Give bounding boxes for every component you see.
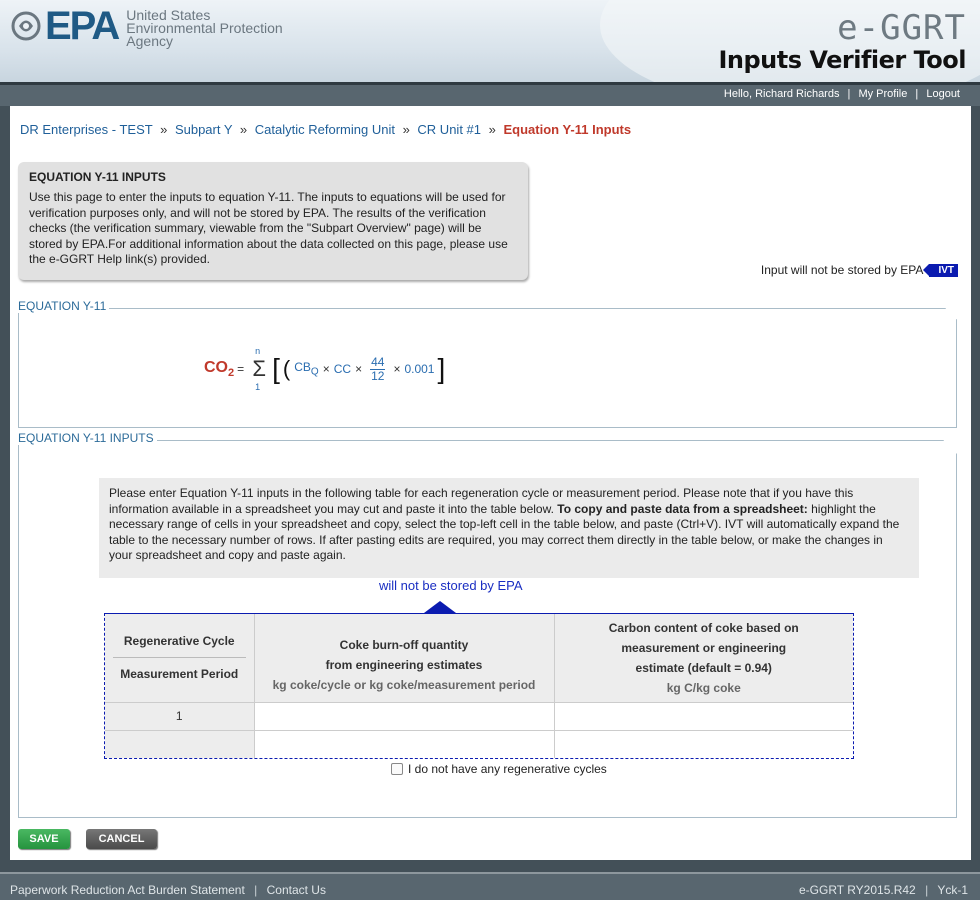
table-header-row bbox=[105, 614, 853, 702]
breadcrumb bbox=[20, 122, 631, 137]
close-bracket: ] bbox=[437, 353, 446, 384]
footer-sep: | bbox=[254, 883, 258, 897]
fraction-numerator: 44 bbox=[371, 354, 385, 369]
breadcrumb-facility[interactable]: DR Enterprises - TEST bbox=[20, 122, 153, 137]
times-sign: × bbox=[322, 362, 330, 376]
app-subtitle: Inputs Verifier Tool bbox=[718, 46, 966, 74]
breadcrumb-current: Equation Y-11 Inputs bbox=[503, 122, 632, 137]
agency-line-2: Environmental Protection bbox=[126, 20, 283, 36]
main-content bbox=[10, 106, 971, 860]
header-col2-line2: from engineering estimates bbox=[325, 657, 483, 672]
coke-burnoff-input[interactable] bbox=[254, 730, 554, 758]
agency-line-1: United States bbox=[126, 7, 211, 23]
table-row bbox=[105, 730, 853, 758]
breadcrumb-unit-type[interactable]: Catalytic Reforming Unit bbox=[254, 122, 395, 137]
epa-logo[interactable] bbox=[10, 4, 286, 49]
footer-version bbox=[799, 883, 968, 897]
breadcrumb-sep: » bbox=[239, 122, 248, 137]
info-box bbox=[18, 162, 528, 280]
footer-links bbox=[10, 883, 326, 897]
agency-line-3: Agency bbox=[126, 33, 173, 49]
page-code: Yck-1 bbox=[937, 883, 968, 897]
separator: | bbox=[915, 88, 919, 100]
header-col2-line1: Coke burn-off quantity bbox=[339, 637, 469, 652]
open-bracket: [ bbox=[272, 353, 280, 384]
logout-link[interactable]: Logout bbox=[926, 88, 960, 100]
app-title bbox=[718, 10, 966, 74]
contact-link[interactable]: Contact Us bbox=[266, 883, 326, 897]
save-button[interactable]: SAVE bbox=[18, 829, 70, 849]
inputs-table bbox=[104, 613, 854, 759]
my-profile-link[interactable]: My Profile bbox=[858, 88, 908, 100]
sigma-upper: n bbox=[255, 346, 261, 356]
times-sign: × bbox=[393, 362, 401, 376]
sigma-symbol bbox=[251, 346, 267, 392]
breadcrumb-sep: » bbox=[402, 122, 410, 137]
inputs-legend: EQUATION Y-11 INPUTS bbox=[18, 431, 157, 445]
info-box-text: Use this page to enter the inputs to equation Y-11. The inputs to equations will be used for verification purposes only, and will not be stored by EPA. The results of the verification checks (the verification summary, viewable from the "Subpart Overview" page) will be stored by EPA.For additional information about the data collected on this page, please use the e-GGRT Help link(s) provided. bbox=[29, 190, 508, 266]
paperwork-link[interactable]: Paperwork Reduction Act Burden Statement bbox=[10, 883, 245, 897]
app-name: e-GGRT bbox=[837, 8, 966, 48]
header-col3-line1: Carbon content of coke based on bbox=[608, 620, 799, 635]
breadcrumb-sep: » bbox=[488, 122, 496, 137]
site-header bbox=[0, 0, 980, 82]
epa-flower-icon bbox=[10, 10, 42, 42]
row-index: 1 bbox=[105, 702, 254, 730]
site-footer bbox=[0, 872, 980, 900]
header-col1-top: Regenerative Cycle bbox=[113, 631, 246, 658]
breadcrumb-subpart[interactable]: Subpart Y bbox=[174, 122, 233, 137]
not-stored-note: will not be stored by EPA bbox=[379, 578, 523, 593]
equation-legend: EQUATION Y-11 bbox=[18, 299, 109, 313]
version-text: e-GGRT RY2015.R42 bbox=[798, 883, 916, 897]
ivt-note bbox=[761, 263, 958, 277]
ivt-triangle-icon bbox=[424, 601, 456, 613]
separator: | bbox=[847, 88, 851, 100]
row-index bbox=[105, 730, 254, 758]
times-sign: × bbox=[355, 362, 363, 376]
no-regen-label: I do not have any regenerative cycles bbox=[408, 762, 607, 776]
breadcrumb-sep: » bbox=[160, 122, 168, 137]
term-cb-sub: Q bbox=[310, 366, 319, 378]
greeting: Hello, Richard Richards bbox=[723, 88, 840, 100]
coke-burnoff-input[interactable] bbox=[254, 702, 554, 730]
instructions-text-2: highlight the necessary range of cells in your spreadsheet and copy, select the top-left cell in the table below, and paste (Ctrl+V). IVT will automatically expand the table to the necessary number of rows. If after pasting edits are required, you may correct them directly in the table below, or make the changes in your spreadsheet and copy and paste again. bbox=[109, 501, 900, 562]
header-regenerative-cycle bbox=[105, 614, 254, 702]
user-bar bbox=[0, 82, 980, 106]
equation-lhs bbox=[204, 359, 234, 379]
term-cbq[interactable] bbox=[294, 360, 318, 377]
header-col2-unit: kg coke/cycle or kg coke/measurement period bbox=[272, 677, 536, 692]
instructions-bold: To copy and paste data from a spreadsheet: bbox=[557, 501, 808, 516]
header-col3-line2: measurement or engineering bbox=[621, 640, 787, 655]
sigma-glyph: Σ bbox=[252, 356, 266, 381]
sigma-lower: 1 bbox=[255, 382, 261, 392]
constant: 0.001 bbox=[404, 362, 435, 376]
epa-logo-text: EPA bbox=[45, 4, 119, 48]
equation-formula bbox=[204, 346, 448, 392]
carbon-content-input[interactable] bbox=[554, 702, 853, 730]
info-box-title: EQUATION Y-11 INPUTS bbox=[29, 170, 166, 184]
fraction bbox=[370, 356, 385, 383]
equals-sign: = bbox=[237, 362, 245, 376]
footer-sep: | bbox=[925, 883, 929, 897]
ivt-badge: IVT bbox=[929, 264, 958, 277]
term-cc[interactable]: CC bbox=[333, 362, 352, 376]
equation-fieldset bbox=[18, 308, 957, 428]
header-col3-unit: kg C/kg coke bbox=[666, 680, 741, 695]
lhs-co: CO bbox=[204, 358, 228, 376]
fraction-denominator: 12 bbox=[371, 368, 385, 383]
lhs-sub: 2 bbox=[228, 367, 235, 380]
term-cb: CB bbox=[294, 360, 311, 375]
breadcrumb-unit[interactable]: CR Unit #1 bbox=[417, 122, 481, 137]
ivt-note-text: Input will not be stored by EPA bbox=[760, 263, 924, 277]
carbon-content-input[interactable] bbox=[554, 730, 853, 758]
no-regen-checkbox-row[interactable] bbox=[391, 762, 607, 776]
user-links bbox=[724, 88, 960, 100]
table-row bbox=[105, 702, 853, 730]
cancel-button[interactable]: CANCEL bbox=[86, 829, 157, 849]
header-coke-burnoff bbox=[254, 614, 554, 702]
agency-name bbox=[126, 9, 286, 48]
open-paren: ( bbox=[282, 356, 291, 381]
header-carbon-content bbox=[554, 614, 853, 702]
no-regen-checkbox[interactable] bbox=[391, 763, 403, 775]
header-col1-bottom: Measurement Period bbox=[120, 667, 239, 682]
header-col3-line3: estimate (default = 0.94) bbox=[635, 660, 772, 675]
inputs-fieldset bbox=[18, 440, 957, 818]
instructions bbox=[99, 478, 919, 578]
instructions-text-1: Please enter Equation Y-11 inputs in the following table for each regeneration cycle or measurement period. Please note that if you have this information available in a spreadsheet you may cut and paste it into the table below. bbox=[109, 486, 854, 516]
